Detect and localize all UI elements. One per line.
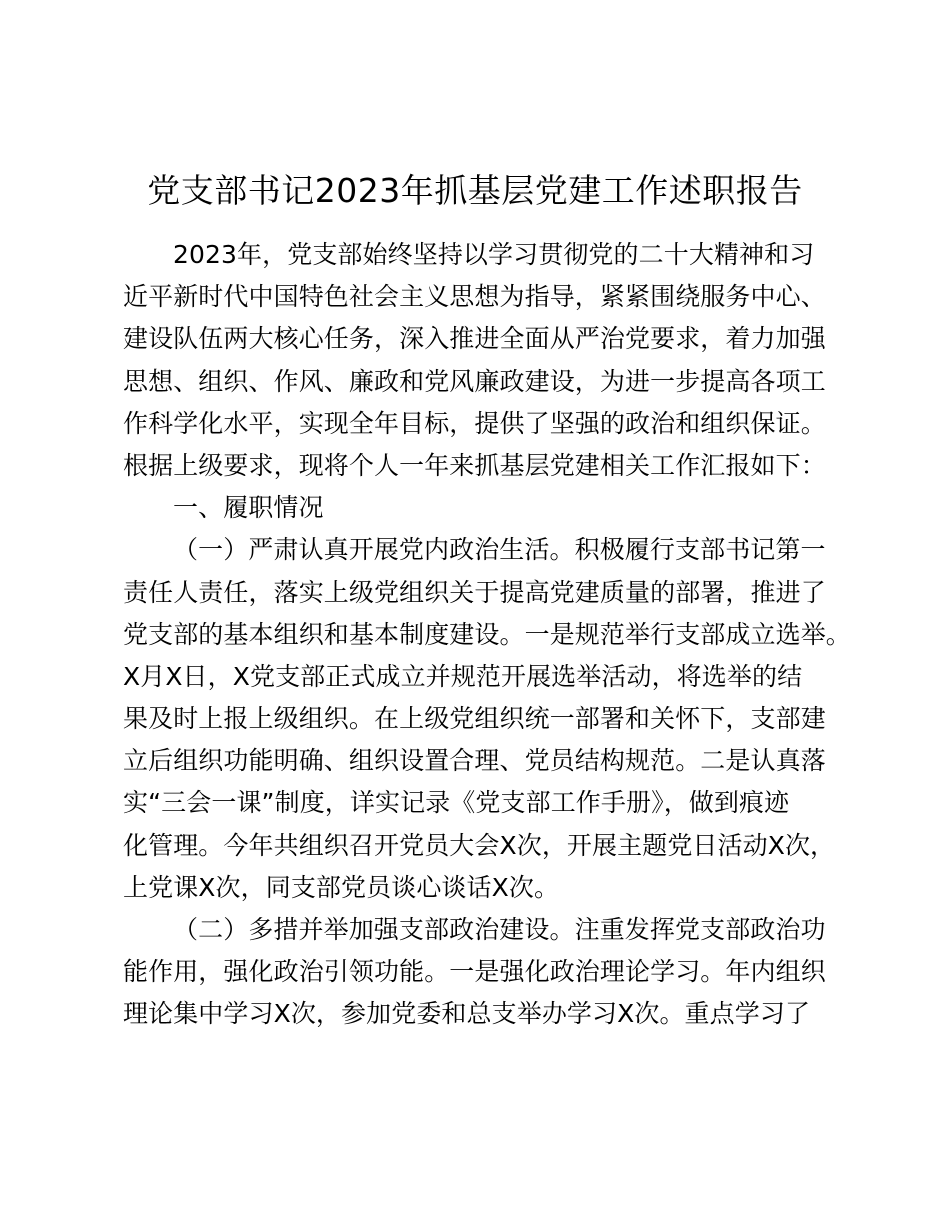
document-title: 党支部书记2023年抓基层党建工作述职报告 <box>147 171 803 210</box>
paragraph-line: 责任人责任，落实上级党组织关于提高党建质量的部署，推进了 <box>123 577 826 607</box>
paragraph-line: 上党课X次，同支部党员谈心谈话X次。 <box>123 872 560 902</box>
paragraph-line: 近平新时代中国特色社会主义思想为指导，紧紧围绕服务中心、 <box>123 282 826 312</box>
paragraph-line: 立后组织功能明确、组织设置合理、党员结构规范。二是认真落 <box>123 746 826 776</box>
paragraph-line: 能作用，强化政治引领功能。一是强化政治理论学习。年内组织 <box>123 957 826 987</box>
paragraph-line: 2023年，党支部始终坚持以学习贯彻党的二十大精神和习 <box>173 240 815 269</box>
paragraph-line: 建设队伍两大核心任务，深入推进全面从严治党要求，着力加强 <box>123 324 826 354</box>
paragraph-line: 根据上级要求，现将个人一年来抓基层党建相关工作汇报如下： <box>123 450 826 480</box>
paragraph-line: 党支部的基本组织和基本制度建设。一是规范举行支部成立选举。 <box>123 619 851 649</box>
paragraph-line: 作科学化水平，实现全年目标，提供了坚强的政治和组织保证。 <box>123 408 826 438</box>
paragraph-line: X月X日，X党支部正式成立并规范开展选举活动，将选举的结 <box>123 661 803 691</box>
paragraph-line: 实“三会一课”制度，详实记录《党支部工作手册》，做到痕迹 <box>123 788 790 818</box>
paragraph-line: 思想、组织、作风、廉政和党风廉政建设，为进一步提高各项工 <box>123 366 826 396</box>
paragraph-line: 理论集中学习X次，参加党委和总支举办学习X次。重点学习了 <box>123 999 811 1029</box>
document-body <box>123 234 853 1036</box>
paragraph-line: （二）多措并举加强支部政治建设。注重发挥党支部政治功 <box>173 915 826 944</box>
section-heading: 一、履职情况 <box>173 493 324 523</box>
paragraph-line: （一）严肃认真开展党内政治生活。积极履行支部书记第一 <box>173 535 826 565</box>
paragraph-line: 果及时上报上级组织。在上级党组织统一部署和关怀下，支部建 <box>123 704 826 734</box>
paragraph-line: 化管理。今年共组织召开党员大会X次，开展主题党日活动X次， <box>123 830 836 860</box>
